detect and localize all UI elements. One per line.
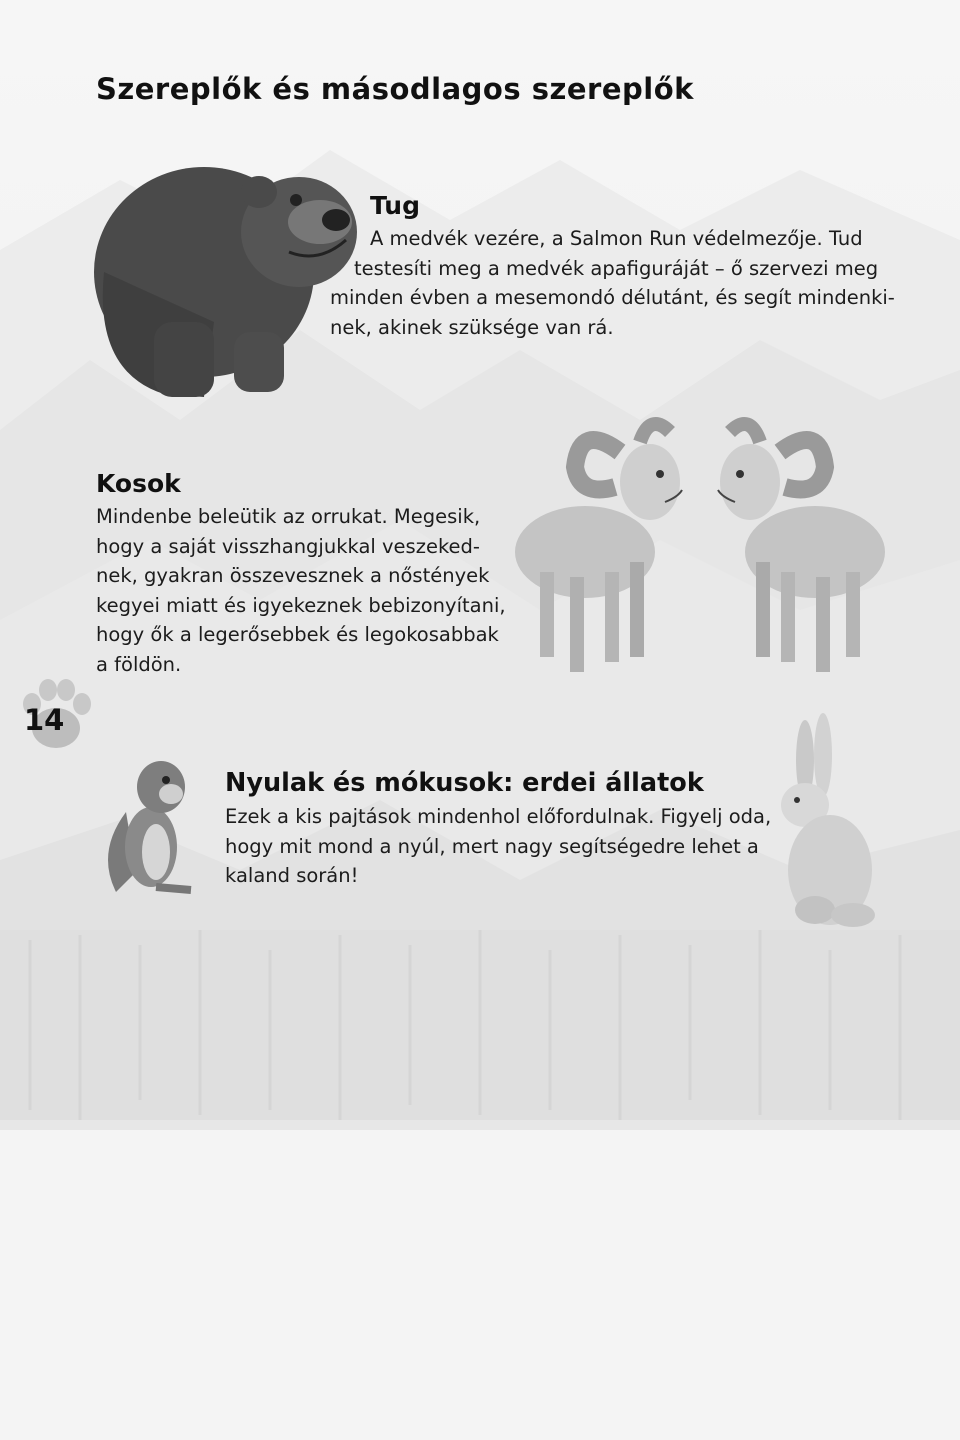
page-title: Szereplők és másodlagos szereplők <box>96 72 694 106</box>
tug-heading: Tug <box>370 191 420 220</box>
tug-line-2: testesíti meg a medvék apafiguráját – ő szervezi meg <box>354 256 879 280</box>
nyulak-line-2: hogy mit mond a nyúl, mert nagy segítségedre lehet a <box>225 834 759 858</box>
kosok-line-4: kegyei miatt és igyekeznek bebizonyítani, <box>96 593 506 617</box>
kosok-description <box>96 502 516 679</box>
nyulak-line-3: kaland során! <box>225 864 359 887</box>
kosok-heading: Kosok <box>96 469 181 498</box>
kosok-line-5: hogy ők a legerősebbek és legokosabbak <box>96 623 499 646</box>
kosok-line-3: nek, gyakran összevesznek a nőstények <box>96 564 490 587</box>
rabbit-illustration <box>775 710 880 935</box>
page-number: 14 <box>24 703 65 737</box>
tug-line-4: nek, akinek szüksége van rá. <box>330 315 614 339</box>
nyulak-heading: Nyulak és mókusok: erdei állatok <box>225 768 704 798</box>
nyulak-description <box>225 802 785 891</box>
squirrel-illustration <box>96 752 200 898</box>
bear-illustration <box>84 122 360 406</box>
nyulak-line-1: Ezek a kis pajtások mindenhol előfordulnak. Figyelj oda, <box>225 805 772 828</box>
tug-line-3: minden évben a mesemondó délutánt, és segít mindenki- <box>330 286 895 309</box>
ram-illustration-right <box>700 412 900 676</box>
tug-line-1: A medvék vezére, a Salmon Run védelmezője. Tud <box>370 227 863 250</box>
kosok-line-1: Mindenbe beleütik az orrukat. Megesik, <box>96 505 481 528</box>
ram-illustration-left <box>500 412 700 676</box>
kosok-line-6: a földön. <box>96 652 182 676</box>
kosok-line-2: hogy a saját visszhangjukkal veszeked- <box>96 534 480 558</box>
tug-description <box>330 224 895 342</box>
